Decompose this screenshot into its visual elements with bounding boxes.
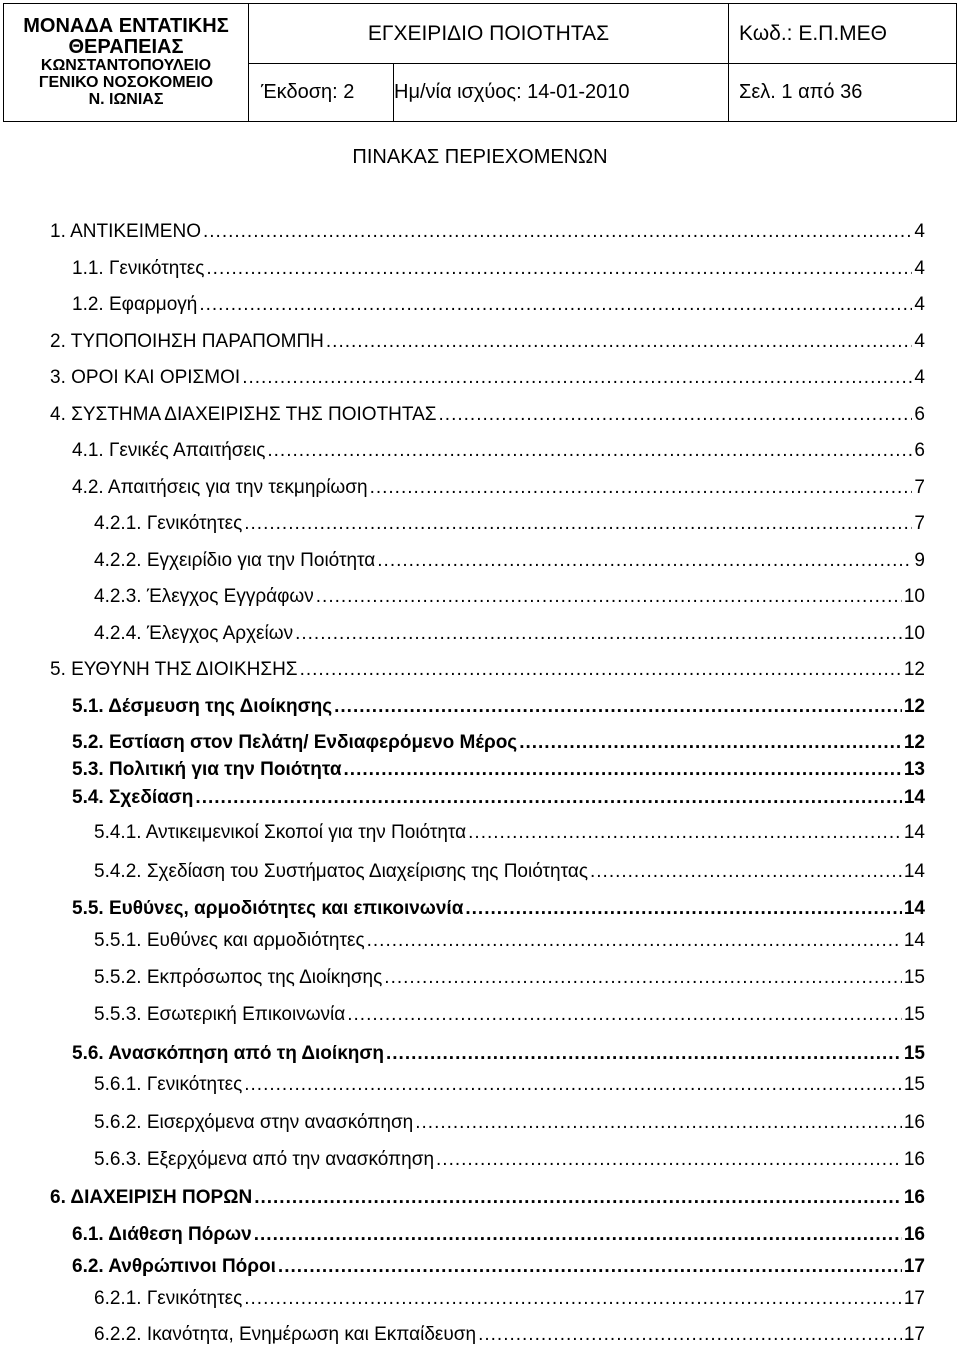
toc-entry[interactable] (50, 364, 925, 392)
toc-entry[interactable] (50, 328, 925, 356)
toc-entry-label: 6.2.1. Γενικότητες (94, 1288, 243, 1309)
toc-entry[interactable] (94, 1146, 925, 1174)
toc-entry-page: 14 (903, 898, 925, 919)
toc-entry[interactable] (72, 895, 925, 923)
dot-leader (370, 474, 913, 502)
toc-entry[interactable] (50, 656, 925, 684)
toc-entry[interactable] (72, 729, 925, 757)
dot-leader (334, 693, 902, 721)
toc-entry-label: 5.6. Ανασκόπηση από τη Διοίκηση (72, 1043, 384, 1064)
dot-leader (254, 1221, 902, 1249)
toc-entry-page: 13 (903, 759, 925, 780)
toc-entry[interactable] (94, 583, 925, 611)
toc-entry-page: 10 (903, 623, 925, 644)
document-code: Κωδ.: Ε.Π.ΜΕΘ (729, 4, 957, 64)
toc-entry-label: 2. ΤΥΠΟΠΟΙΗΣΗ ΠΑΡΑΠΟΜΠΗ (50, 331, 324, 352)
toc-entry-page: 14 (903, 861, 925, 882)
toc-entry-page: 6 (914, 440, 925, 461)
toc-entry[interactable] (72, 255, 925, 283)
dot-leader (316, 583, 902, 611)
toc-entry-page: 16 (903, 1149, 925, 1170)
toc-entry-page: 15 (903, 967, 925, 988)
toc-entry-page: 17 (903, 1288, 925, 1309)
toc-entry[interactable] (94, 927, 925, 955)
toc-entry-page: 4 (914, 331, 925, 352)
toc-entry-label: 6.2.2. Ικανότητα, Ενημέρωση και Εκπαίδευση (94, 1324, 477, 1345)
toc-entry-label: 4.2.4. Έλεγχος Αρχείων (94, 623, 294, 644)
toc-entry-page: 12 (903, 659, 925, 680)
dot-leader (206, 255, 912, 283)
toc-entry-page: 14 (903, 930, 925, 951)
toc-entry-page: 4 (914, 221, 925, 242)
toc-entry-page: 15 (903, 1043, 925, 1064)
dot-leader (267, 437, 912, 465)
toc-entry-page: 15 (903, 1074, 925, 1095)
toc-entry[interactable] (94, 547, 925, 575)
toc-entry-label: 6. ΔΙΑΧΕΙΡΙΣΗ ΠΟΡΩΝ (50, 1187, 253, 1208)
page-number: Σελ. 1 από 36 (729, 64, 957, 122)
dot-leader (244, 510, 912, 538)
dot-leader (326, 328, 913, 356)
toc-entry-label: 5.1. Δέσμευση της Διοίκησης (72, 696, 333, 717)
toc-entry-label: 5.2. Εστίαση στον Πελάτη/ Ενδιαφερόμενο Μέρος (72, 732, 518, 753)
toc-entry[interactable] (94, 1109, 925, 1137)
document-header (3, 3, 957, 122)
dot-leader (367, 927, 902, 955)
toc-entry[interactable] (94, 1321, 925, 1349)
dot-leader (199, 291, 912, 319)
dot-leader (415, 1109, 902, 1137)
toc-entry-label: 4.2.1. Γενικότητες (94, 513, 243, 534)
toc-entry-label: 5.5. Ευθύνες, αρμοδιότητες και επικοινωνία (72, 898, 464, 919)
toc-entry-label: 5.6.1. Γενικότητες (94, 1074, 243, 1095)
toc-entry-page: 14 (903, 822, 925, 843)
toc-entry-page: 4 (914, 258, 925, 279)
dot-leader (254, 1184, 902, 1212)
toc-entry[interactable] (50, 218, 925, 246)
toc-entry-label: 5.5.3. Εσωτερική Επικοινωνία (94, 1004, 346, 1025)
dot-leader (519, 729, 902, 757)
toc-entry-label: 5.5.1. Ευθύνες και αρμοδιότητες (94, 930, 365, 951)
edition: Έκδοση: 2 (249, 64, 394, 122)
organization-cell (4, 4, 249, 122)
toc-entry-page: 14 (903, 787, 925, 808)
toc-entry-page: 17 (903, 1324, 925, 1345)
toc-entry[interactable] (94, 1071, 925, 1099)
toc-entry-label: 5.5.2. Εκπρόσωπος της Διοίκησης (94, 967, 383, 988)
toc-entry-label: 4. ΣΥΣΤΗΜΑ ΔΙΑΧΕΙΡΙΣΗΣ ΤΗΣ ΠΟΙΟΤΗΤΑΣ (50, 404, 437, 425)
toc-title: ΠΙΝΑΚΑΣ ΠΕΡΙΕΧΟΜΕΝΩΝ (352, 146, 608, 168)
toc-entry[interactable] (72, 437, 925, 465)
dot-leader (300, 656, 902, 684)
org-line-3: ΚΩΝΣΤΑΝΤΟΠΟΥΛΕΙΟ (40, 57, 212, 75)
toc-entry-page: 17 (903, 1256, 925, 1277)
toc-entry-label: 4.1. Γενικές Απαιτήσεις (72, 440, 266, 461)
toc-entry-page: 16 (903, 1187, 925, 1208)
org-line-1: ΜΟΝΑΔΑ ΕΝΤΑΤΙΚΗΣ (23, 15, 229, 38)
toc-entry-label: 1.1. Γενικότητες (72, 258, 205, 279)
dot-leader (468, 819, 902, 847)
toc-entry-page: 6 (914, 404, 925, 425)
validity-date: Ημ/νία ισχύος: 14-01-2010 (394, 64, 729, 122)
toc-entry[interactable] (72, 291, 925, 319)
toc-entry[interactable] (72, 1253, 925, 1281)
toc-entry-page: 7 (914, 513, 925, 534)
toc-entry[interactable] (50, 1184, 925, 1212)
toc-entry[interactable] (72, 693, 925, 721)
toc-entry-label: 4.2.2. Εγχειρίδιο για την Ποιότητα (94, 550, 376, 571)
dot-leader (384, 964, 902, 992)
dot-leader (244, 1071, 902, 1099)
toc-entry-label: 4.2.3. Έλεγχος Εγγράφων (94, 586, 314, 607)
toc-entry[interactable] (94, 1285, 925, 1313)
toc-entry-label: 5. ΕΥΘΥΝΗ ΤΗΣ ΔΙΟΙΚΗΣΗΣ (50, 659, 298, 680)
toc-entry[interactable] (72, 474, 925, 502)
toc-entry-page: 15 (903, 1004, 925, 1025)
toc-entry-page: 12 (903, 696, 925, 717)
toc-entry[interactable] (50, 401, 925, 429)
toc-entry-page: 7 (914, 477, 925, 498)
toc-entry-label: 3. ΟΡΟΙ ΚΑΙ ΟΡΙΣΜΟΙ (50, 367, 241, 388)
toc-entry-label: 6.2. Ανθρώπινοι Πόροι (72, 1256, 276, 1277)
dot-leader (195, 784, 901, 812)
toc-entry-label: 5.4.2. Σχεδίαση του Συστήματος Διαχείρισης της Ποιότητας (94, 861, 588, 882)
dot-leader (295, 620, 902, 648)
toc-entry-page: 16 (903, 1112, 925, 1133)
dot-leader (386, 1040, 902, 1068)
toc-entry[interactable] (94, 510, 925, 538)
toc-entry-label: 4.2. Απαιτήσεις για την τεκμηρίωση (72, 477, 368, 498)
toc-entry[interactable] (72, 1221, 925, 1249)
org-line-5: Ν. ΙΩΝΙΑΣ (88, 90, 164, 108)
toc-entry-label: 5.6.2. Εισερχόμενα στην ανασκόπηση (94, 1112, 414, 1133)
org-line-4: ΓΕΝΙΚΟ ΝΟΣΟΚΟΜΕΙΟ (38, 74, 214, 92)
toc-entry[interactable] (94, 1001, 925, 1029)
toc-entry[interactable] (94, 819, 925, 847)
dot-leader (436, 1146, 902, 1174)
toc-entry-page: 4 (914, 294, 925, 315)
dot-leader (590, 858, 902, 886)
toc-entry-page: 16 (903, 1224, 925, 1245)
dot-leader (465, 895, 901, 923)
toc-entry-label: 5.3. Πολιτική για την Ποιότητα (72, 759, 342, 780)
toc-entry-label: 5.4.1. Αντικειμενικοί Σκοποί για την Ποιότητα (94, 822, 467, 843)
toc-entry-label: 5.6.3. Εξερχόμενα από την ανασκόπηση (94, 1149, 435, 1170)
dot-leader (242, 364, 912, 392)
toc-entry-page: 9 (914, 550, 925, 571)
toc-entry[interactable] (94, 620, 925, 648)
toc-entry[interactable] (94, 858, 925, 886)
toc-entry-page: 10 (903, 586, 925, 607)
toc-entry-page: 12 (903, 732, 925, 753)
toc-entry[interactable] (72, 756, 925, 784)
toc-entry-label: 5.4. Σχεδίαση (72, 787, 194, 808)
dot-leader (347, 1001, 902, 1029)
toc-entry-label: 6.1. Διάθεση Πόρων (72, 1224, 252, 1245)
dot-leader (377, 547, 912, 575)
toc-entry-page: 4 (914, 367, 925, 388)
toc-entry[interactable] (72, 784, 925, 812)
dot-leader (478, 1321, 902, 1349)
toc-entry[interactable] (94, 964, 925, 992)
dot-leader (344, 756, 902, 784)
toc-entry-label: 1. ΑΝΤΙΚΕΙΜΕΝΟ (50, 221, 201, 242)
dot-leader (244, 1285, 902, 1313)
dot-leader (203, 218, 912, 246)
dot-leader (439, 401, 913, 429)
manual-title: ΕΓΧΕΙΡΙΔΙΟ ΠΟΙΟΤΗΤΑΣ (249, 4, 729, 64)
toc-entry-label: 1.2. Εφαρμογή (72, 294, 198, 315)
dot-leader (278, 1253, 902, 1281)
org-line-2: ΘΕΡΑΠΕΙΑΣ (68, 36, 184, 59)
toc-entry[interactable] (72, 1040, 925, 1068)
